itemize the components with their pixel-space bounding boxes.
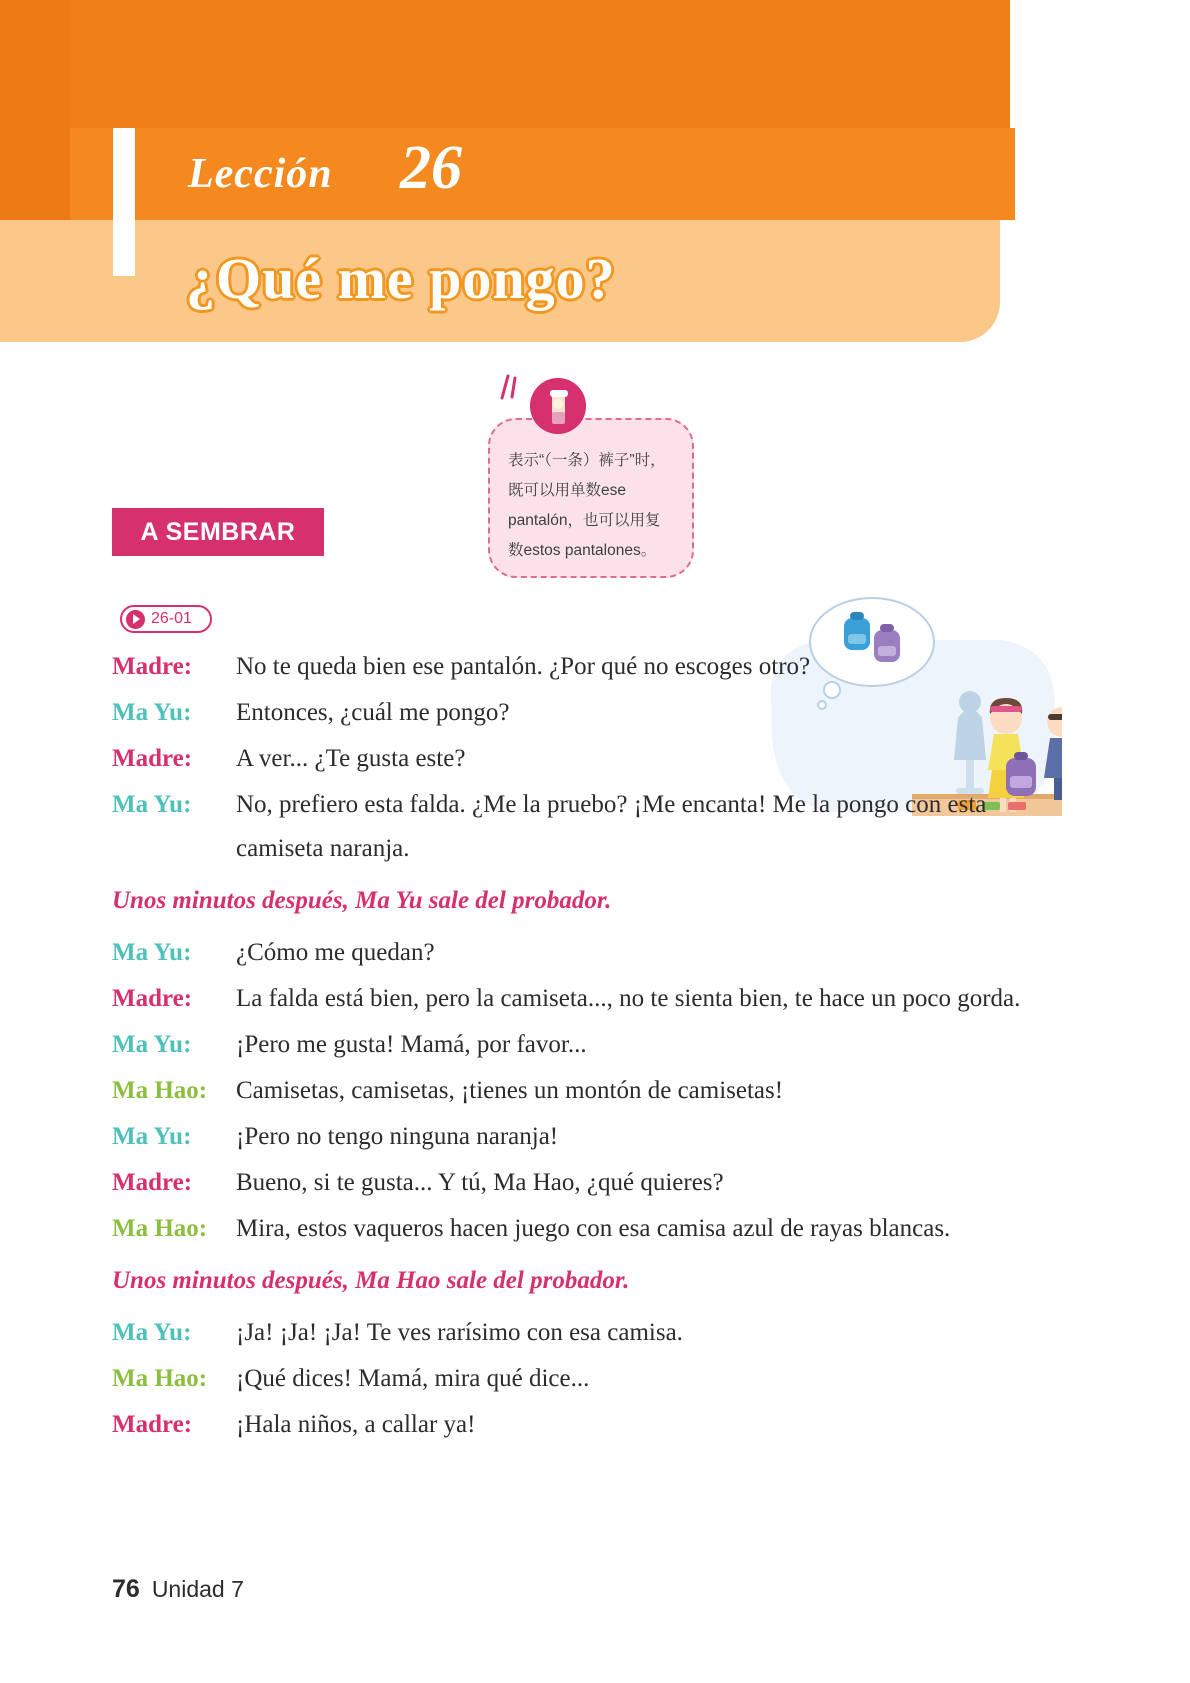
utterance-text: No te queda bien ese pantalón. ¿Por qué no escoges otro? — [236, 653, 811, 680]
dialogue-line — [112, 931, 1072, 975]
grammar-note-bubble — [488, 418, 694, 578]
section-tag-label: A SEMBRAR — [140, 517, 296, 546]
header-orange-top-band — [0, 0, 1010, 128]
dialogue-line — [112, 977, 1072, 1021]
utterance-text: No, prefiero esta falda. ¿Me la pruebo? ¡Me encanta! Me la pongo con esta camiseta naranja. — [236, 791, 987, 862]
utterance-text: ¡Qué dices! Mamá, mira qué dice... — [236, 1365, 590, 1392]
speaker-label: Ma Hao: — [112, 1077, 208, 1104]
utterance-text: La falda está bien, pero la camiseta..., no te sienta bien, te hace un poco gorda. — [236, 985, 1021, 1012]
header-white-divider — [113, 128, 135, 276]
dialogue-line — [112, 645, 1072, 689]
utterance-text: ¡Pero me gusta! Mamá, por favor... — [236, 1031, 587, 1058]
teacher-avatar-icon — [530, 378, 586, 434]
speaker-label: Ma Yu: — [112, 791, 192, 818]
dialogue-line — [112, 737, 1072, 781]
dialogue-line — [112, 1357, 1072, 1401]
speaker-label: Ma Hao: — [112, 1215, 208, 1242]
utterance-text: ¡Pero no tengo ninguna naranja! — [236, 1123, 559, 1150]
speaker-label: Ma Yu: — [112, 1031, 192, 1058]
play-icon[interactable] — [126, 610, 145, 629]
utterance-text: Camisetas, camisetas, ¡tienes un montón de camisetas! — [236, 1077, 784, 1104]
dialogue-line — [112, 1161, 1072, 1205]
speaker-label: Ma Yu: — [112, 939, 192, 966]
page-footer — [112, 1575, 244, 1604]
dialogue-line — [112, 1207, 1072, 1251]
lesson-word: Lección — [188, 151, 333, 197]
dialogue-line — [112, 1115, 1072, 1159]
dialogue-line — [112, 1311, 1072, 1355]
audio-track-badge[interactable] — [120, 605, 212, 633]
section-tag-a-sembrar — [112, 508, 324, 556]
stage-direction: Unos minutos después, Ma Hao sale del probador. — [112, 1267, 630, 1294]
dialogue-line — [112, 691, 1072, 735]
dialogue-line — [112, 783, 1072, 871]
speaker-label: Ma Yu: — [112, 699, 192, 726]
unit-label: Unidad 7 — [151, 1576, 244, 1602]
utterance-text: ¿Cómo me quedan? — [236, 939, 435, 966]
utterance-text: ¡Hala niños, a callar ya! — [236, 1411, 476, 1438]
utterance-text: Entonces, ¿cuál me pongo? — [236, 699, 510, 726]
page-header — [0, 0, 1190, 340]
speaker-label: Madre: — [112, 1169, 193, 1196]
utterance-text: Mira, estos vaqueros hacen juego con esa camisa azul de rayas blancas. — [236, 1215, 951, 1242]
page-title: ¿Qué me pongo? — [186, 246, 616, 311]
lesson-number: 26 — [400, 134, 462, 202]
utterance-text: A ver... ¿Te gusta este? — [236, 745, 466, 772]
dialogue-line — [112, 1023, 1072, 1067]
speaker-label: Ma Yu: — [112, 1319, 192, 1346]
page-number: 76 — [112, 1575, 140, 1603]
speaker-label: Madre: — [112, 985, 193, 1012]
speaker-label: Madre: — [112, 653, 193, 680]
speaker-label: Madre: — [112, 1411, 193, 1438]
dialogue-line — [112, 1069, 1072, 1113]
audio-track-code: 26-01 — [151, 610, 192, 627]
stage-direction: Unos minutos después, Ma Yu sale del probador. — [112, 887, 612, 914]
dialogue-list — [112, 645, 1072, 1449]
speaker-label: Ma Yu: — [112, 1123, 192, 1150]
grammar-note-text: 表示“（一条）裤子”时，既可以用单数ese pantalón，也可以用复数estos pantalones。 — [508, 452, 666, 559]
dialogue-line — [112, 1403, 1072, 1447]
header-left-dark-band-lower — [0, 128, 70, 220]
speaker-label: Ma Hao: — [112, 1365, 208, 1392]
speaker-label: Madre: — [112, 745, 193, 772]
sparkle-icon — [498, 372, 528, 404]
utterance-text: ¡Ja! ¡Ja! ¡Ja! Te ves rarísimo con esa camisa. — [236, 1319, 683, 1346]
utterance-text: Bueno, si te gusta... Y tú, Ma Hao, ¿qué quieres? — [236, 1169, 724, 1196]
